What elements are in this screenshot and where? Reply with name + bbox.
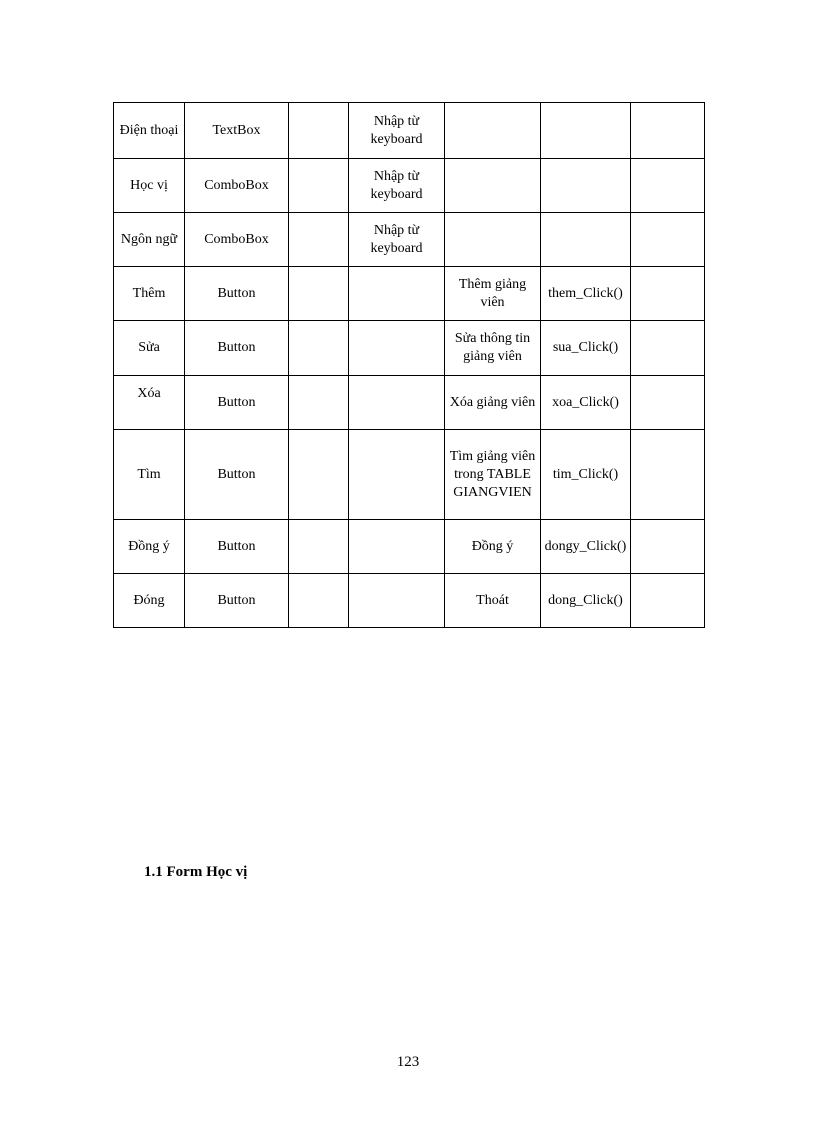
cell-type: Button	[185, 430, 289, 520]
cell-name: Thêm	[114, 267, 185, 321]
cell-name: Tìm	[114, 430, 185, 520]
cell-type: Button	[185, 574, 289, 628]
cell-event: xoa_Click()	[541, 376, 631, 430]
cell-type: Button	[185, 321, 289, 376]
cell-empty	[631, 321, 705, 376]
control-table	[113, 102, 705, 628]
cell-empty	[289, 430, 349, 520]
cell-empty	[631, 103, 705, 159]
cell-empty	[289, 574, 349, 628]
cell-source: Nhập từ keyboard	[349, 213, 445, 267]
cell-empty	[631, 520, 705, 574]
cell-name: Điện thoại	[114, 103, 185, 159]
cell-event	[541, 103, 631, 159]
cell-name: Sửa	[114, 321, 185, 376]
cell-source	[349, 267, 445, 321]
cell-name: Học vị	[114, 159, 185, 213]
cell-empty	[631, 376, 705, 430]
cell-event: them_Click()	[541, 267, 631, 321]
cell-type: Button	[185, 520, 289, 574]
cell-event	[541, 213, 631, 267]
cell-source	[349, 574, 445, 628]
cell-empty	[631, 267, 705, 321]
cell-description: Tìm giảng viên trong TABLE GIANGVIEN	[445, 430, 541, 520]
section-heading: 1.1 Form Học vị	[144, 864, 248, 880]
cell-empty	[289, 376, 349, 430]
cell-description: Thêm giảng viên	[445, 267, 541, 321]
cell-name: Đồng ý	[114, 520, 185, 574]
cell-empty	[289, 213, 349, 267]
cell-source	[349, 321, 445, 376]
cell-source: Nhập từ keyboard	[349, 103, 445, 159]
table-row	[114, 321, 705, 376]
cell-type: TextBox	[185, 103, 289, 159]
cell-event: sua_Click()	[541, 321, 631, 376]
table-row	[114, 267, 705, 321]
table-row	[114, 520, 705, 574]
cell-empty	[631, 430, 705, 520]
cell-empty	[289, 520, 349, 574]
cell-type: ComboBox	[185, 213, 289, 267]
cell-event: dongy_Click()	[541, 520, 631, 574]
table-row	[114, 159, 705, 213]
cell-type: Button	[185, 267, 289, 321]
cell-description: Đồng ý	[445, 520, 541, 574]
cell-description: Thoát	[445, 574, 541, 628]
cell-event: tim_Click()	[541, 430, 631, 520]
cell-empty	[289, 159, 349, 213]
cell-empty	[289, 321, 349, 376]
cell-name: Xóa	[114, 376, 185, 430]
cell-type: Button	[185, 376, 289, 430]
table-row	[114, 430, 705, 520]
table-row	[114, 103, 705, 159]
cell-name: Ngôn ngữ	[114, 213, 185, 267]
table-row	[114, 376, 705, 430]
cell-event	[541, 159, 631, 213]
cell-source	[349, 520, 445, 574]
cell-source: Nhập từ keyboard	[349, 159, 445, 213]
cell-empty	[631, 159, 705, 213]
cell-type: ComboBox	[185, 159, 289, 213]
cell-description	[445, 103, 541, 159]
cell-empty	[631, 574, 705, 628]
cell-description	[445, 159, 541, 213]
table-row	[114, 213, 705, 267]
cell-event: dong_Click()	[541, 574, 631, 628]
cell-source	[349, 376, 445, 430]
page-number: 123	[396, 1054, 420, 1070]
cell-empty	[289, 103, 349, 159]
cell-empty	[289, 267, 349, 321]
cell-empty	[631, 213, 705, 267]
cell-name: Đóng	[114, 574, 185, 628]
cell-description	[445, 213, 541, 267]
table-row	[114, 574, 705, 628]
cell-description: Sửa thông tin giảng viên	[445, 321, 541, 376]
cell-source	[349, 430, 445, 520]
cell-description: Xóa giảng viên	[445, 376, 541, 430]
